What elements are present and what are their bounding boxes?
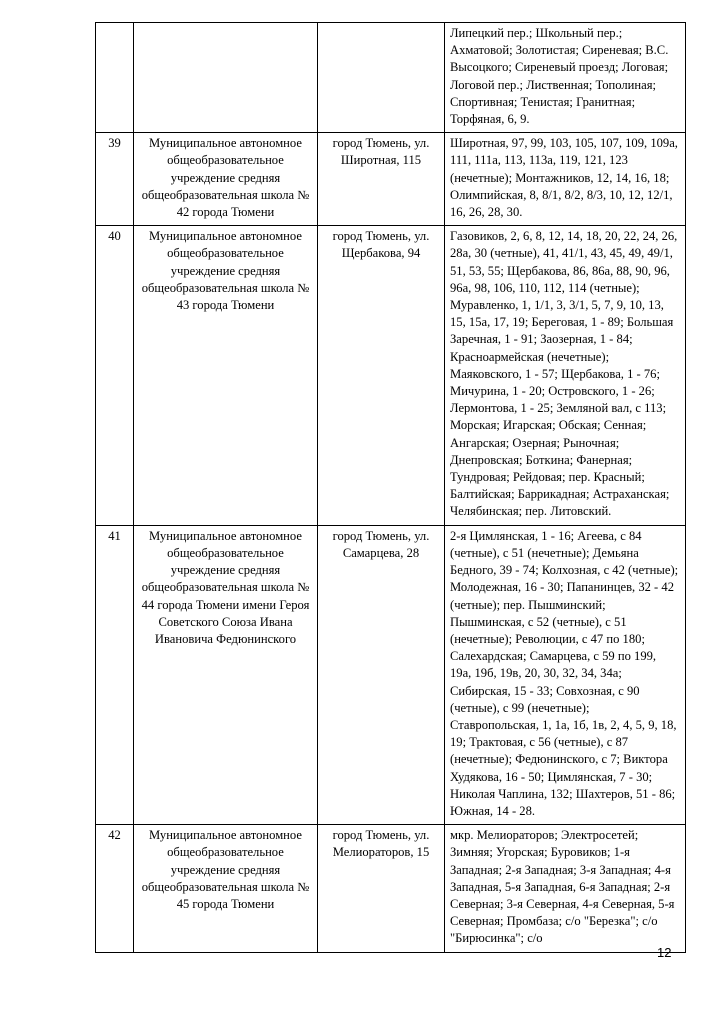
page-number: 12 xyxy=(657,945,672,960)
school-name-cell: Муниципальное автономное общеобразовательное учреждение средняя общеобразовательная школа № 42 города Тюмени xyxy=(134,133,318,226)
table-row xyxy=(96,525,686,824)
school-address-cell: город Тюмень, ул. Широтная, 115 xyxy=(318,133,445,226)
table-row xyxy=(96,133,686,226)
table-row xyxy=(96,825,686,952)
row-number-cell: 40 xyxy=(96,226,134,525)
assigned-streets-cell: Липецкий пер.; Школьный пер.; Ахматовой; Золотистая; Сиреневая; В.С. Высоцкого; Сиреневый проезд; Логовая; Логовой пер.; Лиственная; Тополиная; Спортивная; Тенистая; Гранитная; Торфяная, 6, 9. xyxy=(445,23,686,133)
school-name-cell: Муниципальное автономное общеобразовательное учреждение средняя общеобразовательная школа № 45 города Тюмени xyxy=(134,825,318,952)
school-address-cell: город Тюмень, ул. Мелиораторов, 15 xyxy=(318,825,445,952)
school-address-cell: город Тюмень, ул. Самарцева, 28 xyxy=(318,525,445,824)
table-row xyxy=(96,226,686,525)
school-address-cell: город Тюмень, ул. Щербакова, 94 xyxy=(318,226,445,525)
assigned-streets-cell: Широтная, 97, 99, 103, 105, 107, 109, 109а, 111, 111а, 113, 113а, 119, 121, 123 (нечетные); Монтажников, 12, 14, 16, 18; Олимпийская, 8, 8/1, 8/2, 8/3, 10, 12, 12/1, 16, 26, 28, 30. xyxy=(445,133,686,226)
row-number-cell: 42 xyxy=(96,825,134,952)
assigned-streets-cell: Газовиков, 2, 6, 8, 12, 14, 18, 20, 22, 24, 26, 28а, 30 (четные), 41, 41/1, 43, 45, 49, 49/1, 51, 53, 55; Щербакова, 86, 86а, 88, 90, 96, 96а, 98, 106, 110, 112, 114 (четные); Муравленко, 1, 1/1, 3, 3/1, 5, 7, 9, 10, 13, 15, 15а, 17, 19; Береговая, 1 - 89; Большая Заречная, 1 - 91; Заозерная, 1 - 84; Красноармейская (нечетные); Маяковского, 1 - 57; Щербакова, 1 - 76; Мичурина, 1 - 20; Островского, 1 - 26; Лермонтова, 1 - 25; Земляной вал, с 113; Морская; Игарская; Обская; Сенная; Ангарская; Озерная; Рыночная; Днепровская; Боткина; Фанерная; Тундровая; Рейдовая; пер. Красный; Балтийская; Баррикадная; Астраханская; Челябинская; пер. Литовский. xyxy=(445,226,686,525)
table-row xyxy=(96,23,686,133)
row-number-cell xyxy=(96,23,134,133)
assigned-streets-cell: мкр. Мелиораторов; Электросетей; Зимняя; Угорская; Буровиков; 1-я Западная; 2-я Западная; 3-я Западная; 4-я Западная, 5-я Западная, 6-я Западная; 2-я Северная; 3-я Северная, 4-я Северная, 5-я Северная; Промбаза; с/о "Березка"; с/о "Бирюсинка"; с/о xyxy=(445,825,686,952)
school-name-cell xyxy=(134,23,318,133)
school-district-table xyxy=(95,22,686,953)
school-address-cell xyxy=(318,23,445,133)
row-number-cell: 41 xyxy=(96,525,134,824)
school-name-cell: Муниципальное автономное общеобразовательное учреждение средняя общеобразовательная школа № 44 города Тюмени имени Героя Советского Союза Ивана Ивановича Федюнинского xyxy=(134,525,318,824)
row-number-cell: 39 xyxy=(96,133,134,226)
school-name-cell: Муниципальное автономное общеобразовательное учреждение средняя общеобразовательная школа № 43 города Тюмени xyxy=(134,226,318,525)
assigned-streets-cell: 2-я Цимлянская, 1 - 16; Агеева, с 84 (четные), с 51 (нечетные); Демьяна Бедного, 39 - 74; Колхозная, с 42 (четные); Молодежная, 16 - 30; Папанинцев, 32 - 42 (четные); пер. Пышминский; Пышминская, с 52 (четные), с 51 (нечетные); Революции, с 47 по 180; Салехардская; Самарцева, с 59 по 199, 19а, 19б, 19в, 20, 30, 32, 34, 34а; Сибирская, 15 - 33; Совхозная, с 90 (четные), с 99 (нечетные); Ставропольская, 1, 1а, 1б, 1в, 2, 4, 5, 9, 18, 19; Трактовая, с 56 (четные), с 87 (нечетные); Федюнинского, с 7; Виктора Худякова, 16 - 50; Цимлянская, 7 - 30; Николая Чаплина, 132; Шахтеров, 51 - 86; Южная, 14 - 28. xyxy=(445,525,686,824)
